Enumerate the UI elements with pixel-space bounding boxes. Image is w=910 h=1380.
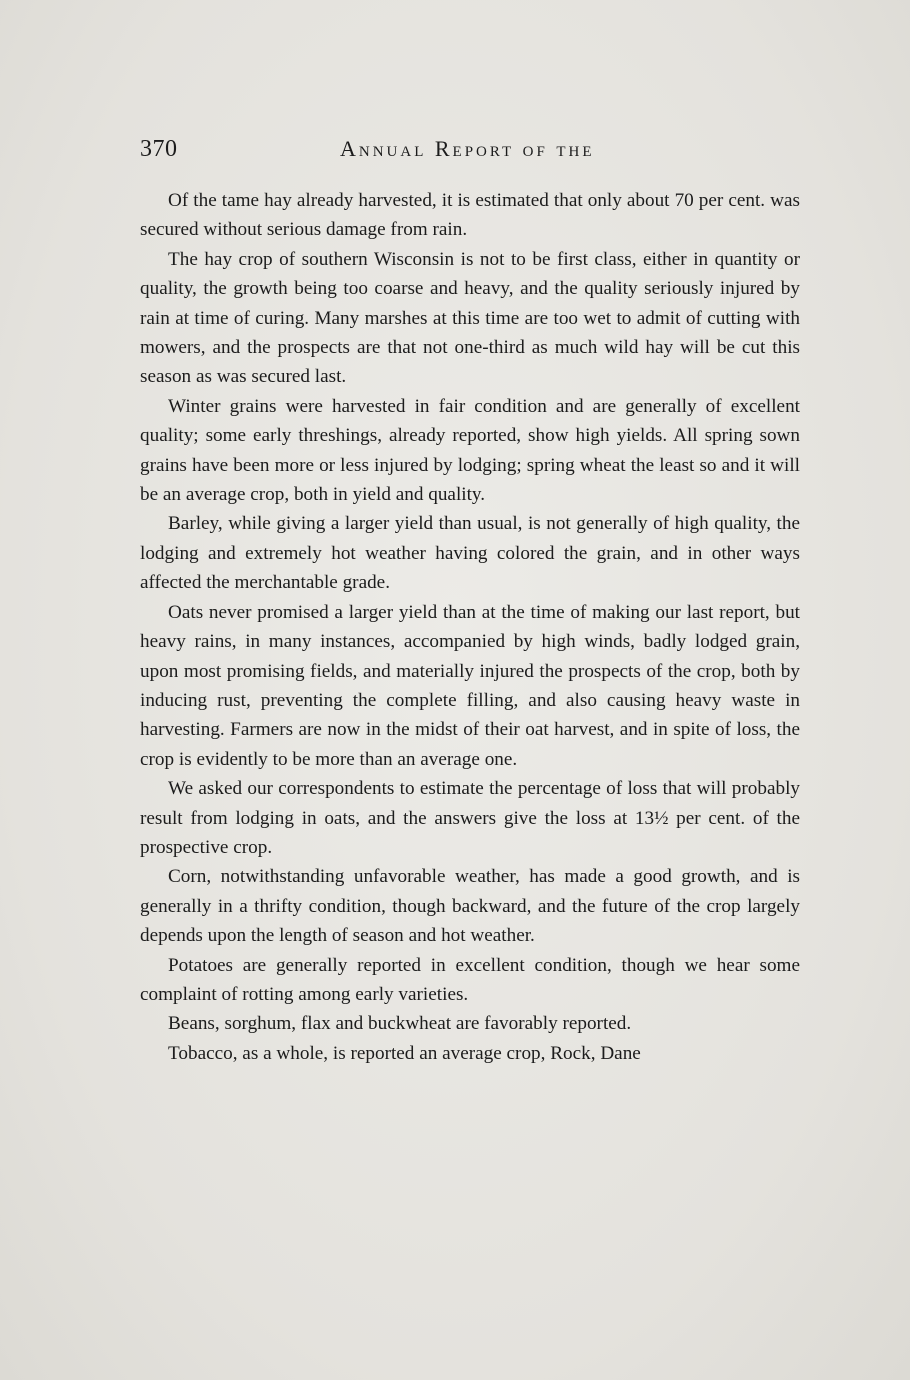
page-header bbox=[140, 136, 800, 176]
page-number: 370 bbox=[140, 136, 178, 162]
paragraph-tobacco: Tobacco, as a whole, is reported an average crop, Rock, Dane bbox=[168, 1042, 641, 1064]
paragraph-potatoes: Potatoes are generally reported in excellent condition, though we hear some complaint of rotting among early varieties. bbox=[140, 954, 800, 1005]
paragraph-hay-crop: The hay crop of southern Wisconsin is not to be first class, either in quantity or quality, the growth being too coarse and heavy, and the quality seriously injured by rain at time of curing. Many marshes at this time are too wet to admit of cutting with mowers, and the prospects are that not one-third as much wild hay will be cut this season as was secured last. bbox=[140, 248, 800, 388]
paragraph-oats: Oats never promised a larger yield than at the time of making our last report, but heavy rains, in many instances, accompanied by high winds, badly lodged grain, upon most promising fields, and materially injured the prospects of the crop, both by inducing rust, preventing the complete filling, and also causing heavy waste in harvesting. Farmers are now in the midst of their oat harvest, and in spite of loss, the crop is evidently to be more than an average one. bbox=[140, 601, 800, 770]
paragraph-beans: Beans, sorghum, flax and buckwheat are favorably reported. bbox=[168, 1013, 632, 1035]
body-text bbox=[140, 186, 800, 1068]
paragraph-corn: Corn, notwithstanding unfavorable weather, has made a good growth, and is generally in a thrifty condition, though backward, and the future of the crop largely depends upon the length of season and hot weather. bbox=[140, 866, 800, 947]
running-head: Annual Report of the bbox=[340, 136, 595, 161]
paragraph-barley: Barley, while giving a larger yield than usual, is not generally of high quality, the lodging and extremely hot weather having colored the grain, and in other ways affected the merchantable grade. bbox=[140, 513, 800, 594]
paragraph-lodging-loss: We asked our correspondents to estimate the percentage of loss that will probably result from lodging in oats, and the answers give the loss at 13½ per cent. of the prospective crop. bbox=[140, 778, 800, 858]
paragraph-winter-grains: Winter grains were harvested in fair condition and are generally of excellent quality; some early threshings, already reported, show high yields. All spring sown grains have been more or less injured by lodging; spring wheat the least so and it will be an average crop, both in yield and quality. bbox=[140, 395, 800, 506]
paragraph-tame-hay: Of the tame hay already harvested, it is estimated that only about 70 per cent. was secured without serious damage from rain. bbox=[140, 190, 800, 241]
